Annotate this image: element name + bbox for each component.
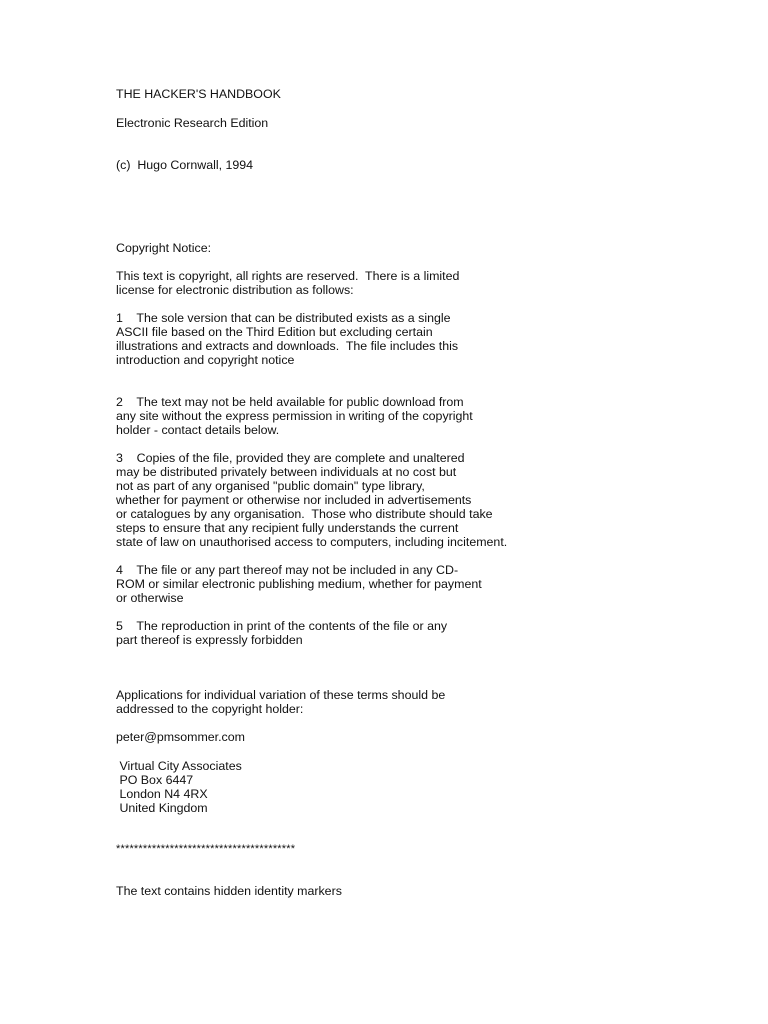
address-line: United Kingdom	[116, 801, 208, 815]
copyright-line: (c) Hugo Cornwall, 1994	[116, 158, 254, 172]
clause-2-line: holder - contact details below.	[116, 423, 280, 437]
clause-3-line: whether for payment or otherwise nor included in advertisements	[116, 493, 472, 507]
clause-5-line: part thereof is expressly forbidden	[116, 633, 303, 647]
clause-1-line: illustrations and extracts and downloads. The file includes this	[116, 339, 459, 353]
clause-3-line: steps to ensure that any recipient fully understands the current	[116, 521, 459, 535]
intro-line: This text is copyright, all rights are reserved. There is a limited	[116, 269, 460, 283]
clause-4-line: ROM or similar electronic publishing medium, whether for payment	[116, 577, 482, 591]
notice-heading: Copyright Notice:	[116, 241, 212, 255]
document-title: THE HACKER'S HANDBOOK	[116, 87, 281, 101]
clause-1-line: ASCII file based on the Third Edition but excluding certain	[116, 325, 433, 339]
address-line: Virtual City Associates	[116, 759, 242, 773]
clause-3-line: not as part of any organised "public domain" type library,	[116, 479, 425, 493]
contact-email: peter@pmsommer.com	[116, 730, 245, 744]
applications-line: Applications for individual variation of these terms should be	[116, 688, 446, 702]
separator-line: ****************************************	[116, 843, 296, 855]
footer-note: The text contains hidden identity markers	[116, 884, 342, 898]
clause-1-line: 1 The sole version that can be distributed exists as a single	[116, 311, 451, 325]
clause-3-line: may be distributed privately between individuals at no cost but	[116, 465, 457, 479]
clause-4-line: 4 The file or any part thereof may not be included in any CD-	[116, 563, 459, 577]
address-line: London N4 4RX	[116, 787, 208, 801]
clause-4-line: or otherwise	[116, 591, 184, 605]
clause-1-line: introduction and copyright notice	[116, 353, 295, 367]
clause-5-line: 5 The reproduction in print of the contents of the file or any	[116, 619, 448, 633]
clause-3-line: state of law on unauthorised access to computers, including incitement.	[116, 535, 508, 549]
applications-line: addressed to the copyright holder:	[116, 702, 304, 716]
intro-line: license for electronic distribution as follows:	[116, 283, 354, 297]
address-line: PO Box 6447	[116, 773, 194, 787]
clause-3-line: 3 Copies of the file, provided they are complete and unaltered	[116, 451, 465, 465]
edition-line: Electronic Research Edition	[116, 116, 269, 130]
clause-3-line: or catalogues by any organisation. Those who distribute should take	[116, 507, 493, 521]
clause-2-line: 2 The text may not be held available for public download from	[116, 395, 464, 409]
clause-2-line: any site without the express permission in writing of the copyright	[116, 409, 473, 423]
